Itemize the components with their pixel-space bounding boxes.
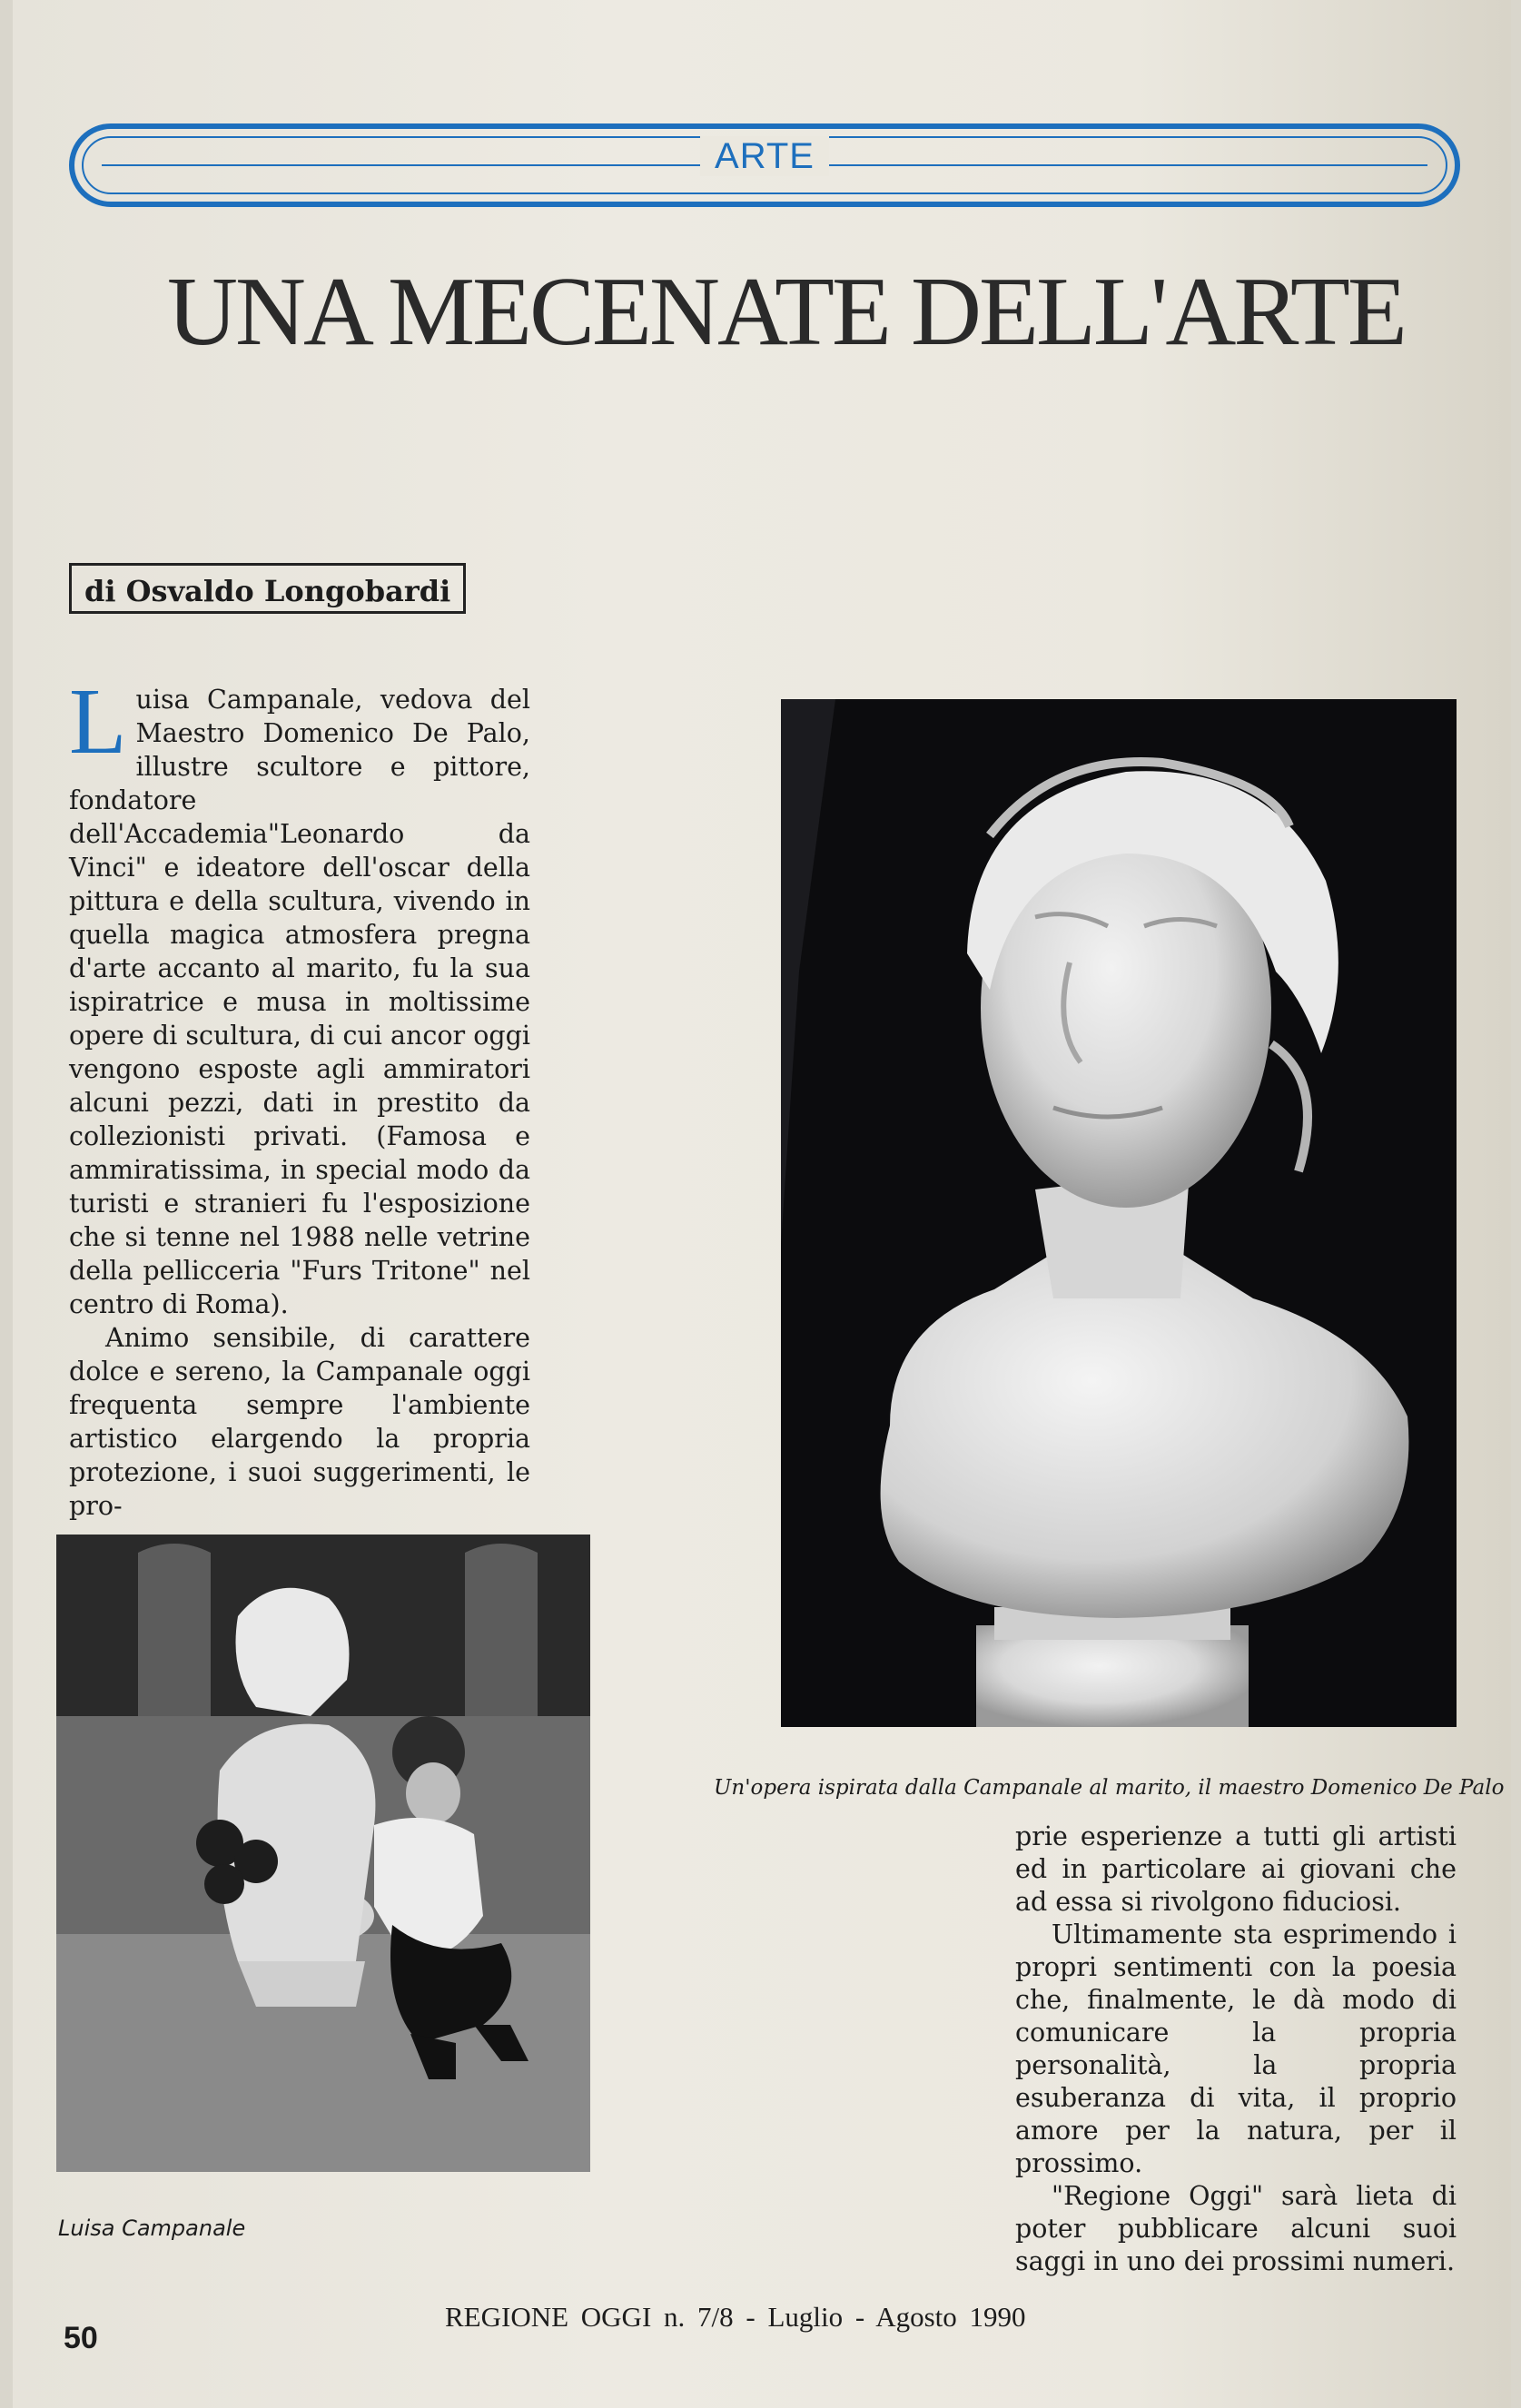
paragraph-1 (69, 669, 530, 1321)
right-text-column (1015, 1821, 1457, 2278)
section-label: ARTE (700, 136, 829, 176)
publication-footer: REGIONE OGGI n. 7/8 - Luglio - Agosto 1990 (445, 2301, 1026, 2333)
author-byline: di Osvaldo Longobardi (69, 563, 466, 614)
left-text-column (69, 669, 530, 1523)
portrait-photo-image (56, 1535, 590, 2172)
section-header-band (69, 123, 1460, 207)
article-title: UNA MECENATE DELL'ARTE (167, 258, 1405, 366)
paragraph-3: Ultimamente sta esprimendo i propri sentimenti con la poesia che, finalmente, le dà modo di comunicare la propria personalità, la propria esuberanza di vita, il proprio amore per la natura, per il prossimo. (1015, 1919, 1457, 2178)
paragraph-2-start: Animo sensibile, di carattere dolce e sereno, la Campanale oggi frequenta sempre l'ambiente artistico elargendo la propria protezione, i suoi suggerimenti, le pro- (69, 1323, 530, 1521)
bust-sculpture-image (781, 699, 1457, 1727)
drop-cap: L (69, 669, 127, 774)
page-number: 50 (64, 2321, 98, 2355)
section-label-wrapper (74, 136, 1455, 177)
portrait-photo (56, 1535, 590, 2172)
magazine-page (13, 0, 1511, 2408)
bust-photo (781, 699, 1457, 1727)
paragraph-2-end: prie esperienze a tutti gli artisti ed in particolare ai giovani che ad essa si rivolgono fiduciosi. (1015, 1821, 1457, 1917)
portrait-photo-caption: Luisa Campanale (58, 2216, 246, 2241)
paragraph-4: "Regione Oggi" sarà lieta di poter pubblicare alcuni suoi saggi in uno dei prossimi numeri. (1015, 2181, 1457, 2276)
bust-photo-caption: Un'opera ispirata dalla Campanale al marito, il maestro Domenico De Palo (714, 1776, 1505, 1800)
paragraph-1-text: uisa Campanale, vedova del Maestro Domenico De Palo, illustre scultore e pittore, fondatore dell'Accademia"Leonardo da Vinci" e ideatore dell'oscar della pittura e della scultura, vivendo in quella magica atmosfera pregna d'arte accanto al marito, fu la sua ispiratrice e musa in moltissime opere di scultura, di cui ancor oggi vengono esposte agli ammiratori alcuni pezzi, dati in prestito da collezionisti privati. (Famosa e ammiratissima, in special modo da turisti e stranieri fu l'esposizione che si tenne nel 1988 nelle vetrine della pellicceria "Furs Tritone" nel centro di Roma). (69, 685, 530, 1319)
